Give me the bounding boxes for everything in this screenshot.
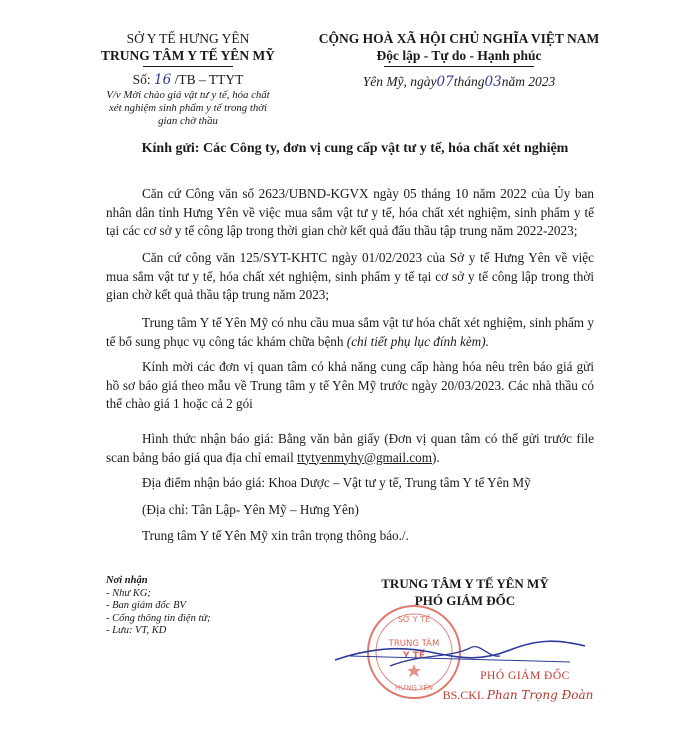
distribution-item: - Như KG; [106, 587, 151, 599]
distribution-item: - Lưu: VT, KD [106, 625, 167, 636]
organization-name: TRUNG TÂM Y TẾ YÊN MỸ [101, 48, 275, 63]
p3-text: Trung tâm Y tế Yên Mỹ có nhu cầu mua sắm vật tư hóa chất xét nghiệm, sinh phẩm y tế bổ sung phục vụ công tác khám chữa bệnh [106, 315, 594, 349]
doc-no-prefix: Số: [132, 72, 151, 87]
body-paragraph-3 [106, 314, 594, 351]
date-month-handwritten: 03 [484, 74, 502, 90]
document-subject [86, 89, 290, 128]
svg-text:Y TẾ: Y TẾ [403, 651, 425, 661]
signature-organization: TRUNG TÂM Y TẾ YÊN MỸ [381, 576, 549, 591]
stamp-role-label: PHÓ GIÁM ĐỐC [480, 670, 570, 682]
date-day-handwritten: 07 [436, 74, 454, 90]
distribution-list [106, 575, 306, 638]
body-paragraph-1: Căn cứ Công văn số 2623/UBND-KGVX ngày 05 tháng 10 năm 2022 của Ủy ban nhân dân tỉnh Hưng Yên về việc mua sắm vật tư y tế, hóa chất xét nghiệm, sinh phẩm y tế tại các cơ sở y tế công lập trong thời gian chờ kết quả đấu thầu tập trung năm 2022-2023; [106, 186, 594, 238]
date-suffix: năm 2023 [501, 74, 556, 89]
body-paragraph-6: Địa điểm nhận báo giá: Khoa Dược – Vật tư y tế, Trung tâm Y tế Yên Mỹ [142, 475, 531, 490]
subject-line: V/v Mời chào giá vật tư y tế, hóa chất [106, 89, 270, 101]
distribution-item: - Ban giám đốc BV [106, 600, 186, 611]
signer-script-name: Phan Trọng Đoàn [486, 688, 594, 702]
signer-name [418, 688, 618, 703]
signature-title: PHÓ GIÁM ĐỐC [414, 593, 516, 608]
body-paragraph-7: (Địa chỉ: Tân Lập- Yên Mỹ – Hưng Yên) [142, 502, 359, 517]
recipient-line: Kính gửi: Các Công ty, đơn vị cung cấp vật tư y tế, hóa chất xét nghiệm [141, 141, 569, 156]
body-paragraph-8: Trung tâm Y tế Yên Mỹ xin trân trọng thông báo./. [142, 528, 409, 543]
date-line [318, 74, 600, 90]
svg-text:TRUNG TÂM: TRUNG TÂM [388, 639, 440, 649]
motto-underline [384, 66, 534, 67]
subject-line: xét nghiệm sinh phẩm y tế trong thời [109, 102, 267, 114]
body-paragraph-5 [106, 430, 594, 467]
distribution-item: - Cổng thông tin điện tử; [106, 612, 211, 624]
doc-no-suffix: /TB – TTYT [174, 72, 244, 87]
doc-no-handwritten: 16 [154, 72, 172, 88]
ministry-name: SỞ Y TẾ HƯNG YÊN [126, 31, 250, 46]
date-prefix: Yên Mỹ, ngày [362, 74, 437, 89]
header-underline [143, 66, 233, 67]
issuer-header [88, 30, 288, 67]
signer-prefix: BS.CKI. [442, 688, 484, 702]
nation-name: CỘNG HOÀ XÃ HỘI CHỦ NGHĨA VIỆT NAM [318, 31, 600, 46]
body-paragraph-2: Căn cứ công văn 125/SYT-KHTC ngày 01/02/2023 của Sở y tế Hưng Yên về việc mua sắm vật tư y tế, hóa chất xét nghiệm, sinh phẩm y tế tại cơ sở y tế công lập trong thời gian chờ kết quả thầu tập trung năm 2023; [106, 250, 594, 302]
email-link[interactable]: ttytyenmyhy@gmail.com [297, 449, 432, 465]
national-motto: Độc lập - Tự do - Hạnh phúc [376, 48, 542, 63]
date-mid: tháng [453, 74, 485, 89]
subject-line: gian chờ thầu [158, 115, 218, 127]
p3-attachment-note: (chi tiết phụ lục đính kèm). [346, 333, 489, 349]
p5-end: ). [432, 449, 440, 465]
national-header [318, 30, 600, 67]
body-paragraph-4: Kính mời các đơn vị quan tâm có khả năng cung cấp hàng hóa nêu trên báo giá gửi hồ sơ báo giá theo mẫu về Trung tâm y tế Yên Mỹ trước ngày 20/03/2023. Các nhà thầu có thể chào giá 1 hoặc cả 2 gói [106, 359, 594, 411]
svg-text:SỞ Y TẾ: SỞ Y TẾ [397, 615, 431, 624]
svg-text:HƯNG YÊN: HƯNG YÊN [394, 684, 434, 692]
document-number [88, 72, 288, 88]
distribution-heading: Nơi nhận [106, 575, 148, 586]
p5-text: Hình thức nhận báo giá: Bằng văn bản giấy (Đơn vị quan tâm có thể gửi trước file scan bảng báo giá qua địa chỉ email [106, 431, 594, 465]
